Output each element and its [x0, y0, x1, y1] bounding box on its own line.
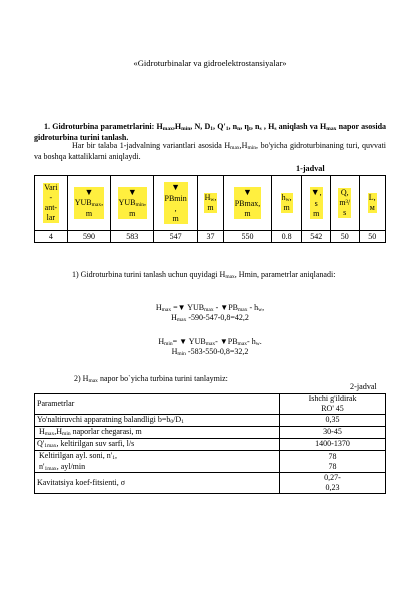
parameters-table	[34, 393, 386, 494]
table-cell: Keltirilgan ayl. soni, $n'_1$, $n'_{1max}$, ayl/min	[35, 450, 280, 473]
table-cell: 542	[302, 231, 331, 243]
table-cell: 0.8	[271, 231, 302, 243]
formula-hmin: $H_{min}=$ ▼ $YUB_{max}-$ $▼PB_{max}-$ $h_w$.	[158, 337, 262, 347]
step1-paragraph: 1) Gidroturbina turini tanlash uchun quyidagi $H_{max}$, Hmin, parametrlar aniqlanadi:	[72, 270, 336, 280]
table-cell: 547	[154, 231, 197, 243]
table-header-cell: ▼, s m	[302, 176, 331, 231]
table-header-cell: ▼ $YUB_{max}$, m	[67, 176, 110, 231]
table-header-cell: Q, m³/ s	[330, 176, 359, 231]
table-header-cell: Vari - ant- lar	[35, 176, 68, 231]
table-row	[35, 426, 386, 438]
formula-hmin-calc: $H_{min}$ -583-550-0,8=32,2	[171, 347, 249, 357]
table-header-cell: ▼ PBmax, m	[224, 176, 272, 231]
table-cell: 50	[359, 231, 386, 243]
table-row	[35, 438, 386, 450]
formula-hmax: $H_{max}$ =▼ $YUB_{max}$ - $▼PB_{max} - h_w$,	[155, 303, 265, 313]
table-cell: Kavitatsiya koef-fitsienti, σ	[35, 473, 280, 494]
table-row	[35, 450, 386, 473]
table1-caption: 1-jadval	[296, 164, 325, 173]
task-paragraph: 1. Gidroturbina parametrlarini: $H_{max},H_{min}$, N, $D_1$, $Q'_1$, $n_n$, $\eta_t$, $n_s$ , $H_s$ aniqlash va $H_{max}$ napor asosida gidroturbina turini tanlash.	[34, 122, 387, 142]
task-paragraph-2: Har bir talaba 1-jadvalning variantlari asosida $H_{max},H_{min}$, bo'yicha gidroturbinaning turi, quvvati va boshqa kattaliklarni aniqlaydi.	[34, 141, 387, 161]
table-cell: 50	[330, 231, 359, 243]
table-header-cell: ▼ PBmin , m	[154, 176, 197, 231]
table-cell: 590	[67, 231, 110, 243]
table-cell: 0,27- 0,23	[280, 473, 386, 494]
document-title: «Gidroturbinalar va gidroelektrostansiyalar»	[133, 58, 287, 68]
table-cell: 4	[35, 231, 68, 243]
table-cell: 0,35	[280, 415, 386, 427]
variant-table	[34, 175, 386, 243]
table-row	[35, 231, 386, 243]
table2-caption: 2-jadval	[350, 382, 377, 391]
table-header-row	[35, 176, 386, 231]
table-header-cell: $h_w$, m	[271, 176, 302, 231]
table-cell: 78 78	[280, 450, 386, 473]
table-header-row	[35, 394, 386, 415]
table-cell: 30-45	[280, 426, 386, 438]
table-cell: 550	[224, 231, 272, 243]
table-cell: 1400-1370	[280, 438, 386, 450]
step2-paragraph: 2) $H_{max}$ napor bo`yicha turbina turini tanlaymiz:	[74, 374, 228, 384]
table-cell: 583	[111, 231, 154, 243]
formula-hmax-calc: $H_{max}$ -590-547-0,8=42,2	[171, 313, 249, 323]
table-cell: $Q'_{1max}$, keltirilgan suv sarfi, l/s	[35, 438, 280, 450]
table-cell: 37	[197, 231, 223, 243]
table-cell: $H_{max},H_{min}$ naporlar chegarasi, m	[35, 426, 280, 438]
table-header-cell: $H_w$, m	[197, 176, 223, 231]
table-header-cell: L, м	[359, 176, 386, 231]
table-row	[35, 473, 386, 494]
table-row	[35, 415, 386, 427]
table-header-cell: Ishchi g'ildirak RO' 45	[280, 394, 386, 415]
table-header-cell: Parametrlar	[35, 394, 280, 415]
table-header-cell: ▼ $YUB_{min}$, m	[111, 176, 154, 231]
table-cell: Yo'naltiruvchi apparatning balandligi $b=b_0/D_1$	[35, 415, 280, 427]
